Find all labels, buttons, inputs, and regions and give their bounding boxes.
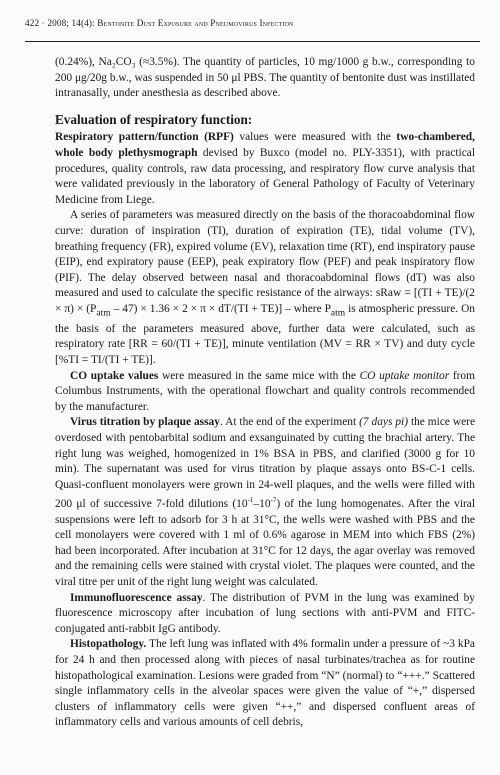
immuno-paragraph bbox=[55, 591, 475, 638]
histo-text: The left lung was inflated with 4% formalin under a pressure of ~3 kPa for 24 h and then processed along with pieces of nasal turbinates/trachea as for routine histopathological examination. Lesions were graded from “N” (normal) to “+++.” Scattered single inflammatory cells in the alveolar spaces were given the value of “+,” dispersed clusters of inflammatory cells were given “++,” and dispersed confluent areas of inflammatory cells and various amounts of cell debris, bbox=[55, 638, 475, 729]
article-body bbox=[55, 55, 475, 731]
header-page-info: 422 · 2008; 14(4): bbox=[25, 18, 98, 28]
immuno-text: . The distribution of PVM in the lung was examined by fluorescence microscopy after incubation of lung sections with anti-PVM and FITC-conjugated anti-rabbit IgG antibody. bbox=[55, 591, 475, 635]
params-sub-2: atm bbox=[330, 308, 346, 319]
co-text-1: were measured in the same mice with the bbox=[158, 369, 360, 382]
rpf-text-2: devised by Buxco (model no. PLY-3351), with practical procedures, quality controls, raw data processing, and respiratory flow curve analysis that were validated previously in the laboratory of General Pathology of Faculty of Veterinary Medicine from Liege. bbox=[55, 146, 475, 206]
virus-sup-2: -7 bbox=[270, 496, 277, 505]
virus-text-1: . At the end of the experiment bbox=[219, 416, 360, 429]
parameters-paragraph bbox=[55, 208, 475, 368]
rpf-lead: Respiratory pattern/function (RPF) bbox=[55, 131, 234, 144]
params-text-3: is atmospheric pressure. On the basis of the parameters measured above, further data were calculated, such as respiratory rate [RR = 60/(TI + TE)], minute ventilation (MV = RR × TV) and duty cycle [%TI = TI/(TI + TE)]. bbox=[55, 302, 475, 366]
histo-lead: Histopathology. bbox=[70, 638, 147, 651]
virus-text-4: ) of the lung homogenates. After the viral suspensions were left to adsorb for 3 h at 31°C, the wells were washed with PBS and the cell monolayers were covered with 1 ml of 0.6% agarose in MEM into which FBS (2%) had been incorporated. After incubation at 31°C for 12 days, the agar overlay was removed and the remaining cells were stained with crystal violet. The plaques were counted, and the viral titre per unit of the right lung weight was calculated. bbox=[55, 498, 475, 589]
params-sub-1: atm bbox=[96, 308, 111, 319]
params-text-1: A series of parameters was measured directly on the basis of the thoracoabdominal flow curve: duration of inspiration (TI), duration of expiration (TE), tidal volume (TV), breathing frequency (FR), expired volume (EV), relaxation time (RT), end inspiratory pause (EIP), end expiratory pause (EEP), peak expiratory flow (PEF) and peak inspiratory flow (PIF). The delay observed between nasal and thoracoabdominal flows (dT) was also measured and used to calculate the specific resistance of the airways: sRaw = [(TI + TE)/(2 × π) × (P bbox=[55, 209, 476, 315]
virus-text-2: the mice were overdosed with pentobarbital sodium and exsanguinated by cutting the brachial artery. The right lung was weighed, homogenized in 1% BSA in PBS, and clarified (3000 g for 10 min). The supernatant was used for virus titration by plaque assays onto BS-C-1 cells. Quasi-confluent monolayers were grown in 24-well plaques, and the wells were filled with 200 μl of successive 7-fold dilutions (10 bbox=[55, 416, 476, 511]
params-text-2: – 47) × 1.36 × 2 × π × dT/(TI + TE)] – where P bbox=[110, 302, 331, 315]
co-text-2: from Columbus Instruments, with the operational flowchart and quality controls recommended by the manufacturer. bbox=[55, 369, 475, 413]
histo-paragraph bbox=[55, 637, 475, 731]
virus-sup-1: -1 bbox=[247, 496, 254, 505]
virus-text-3: –10 bbox=[253, 498, 271, 511]
co-paragraph bbox=[55, 369, 475, 416]
rpf-text-1: values were measured with the bbox=[233, 131, 397, 144]
intro-paragraph: (0.24%), Na₂CO₃ (≈3.5%). The quantity of particles, 10 mg/1000 g b.w., corresponding to 200 μg/20g b.w., was suspended in 50 μl PBS. The quantity of bentonite dust was instillated intranasally, under anesthesia as described above. bbox=[55, 56, 475, 100]
header-rule bbox=[25, 41, 480, 42]
running-header bbox=[25, 18, 480, 28]
co-lead: CO uptake values bbox=[70, 369, 159, 382]
virus-italic: (7 days pi) bbox=[359, 416, 409, 429]
section-heading: Evaluation of respiratory function: bbox=[55, 111, 253, 127]
rpf-paragraph bbox=[55, 130, 475, 208]
virus-lead: Virus titration by plaque assay bbox=[70, 416, 220, 429]
header-title: Bentonite Dust Exposure and Pneumovirus Infection bbox=[97, 18, 294, 28]
rpf-device: two-chambered, whole body plethysmograph bbox=[55, 131, 475, 159]
immuno-lead: Immunofluorescence assay bbox=[70, 591, 203, 604]
co-italic: CO uptake monitor bbox=[359, 369, 450, 382]
virus-paragraph bbox=[55, 415, 475, 590]
